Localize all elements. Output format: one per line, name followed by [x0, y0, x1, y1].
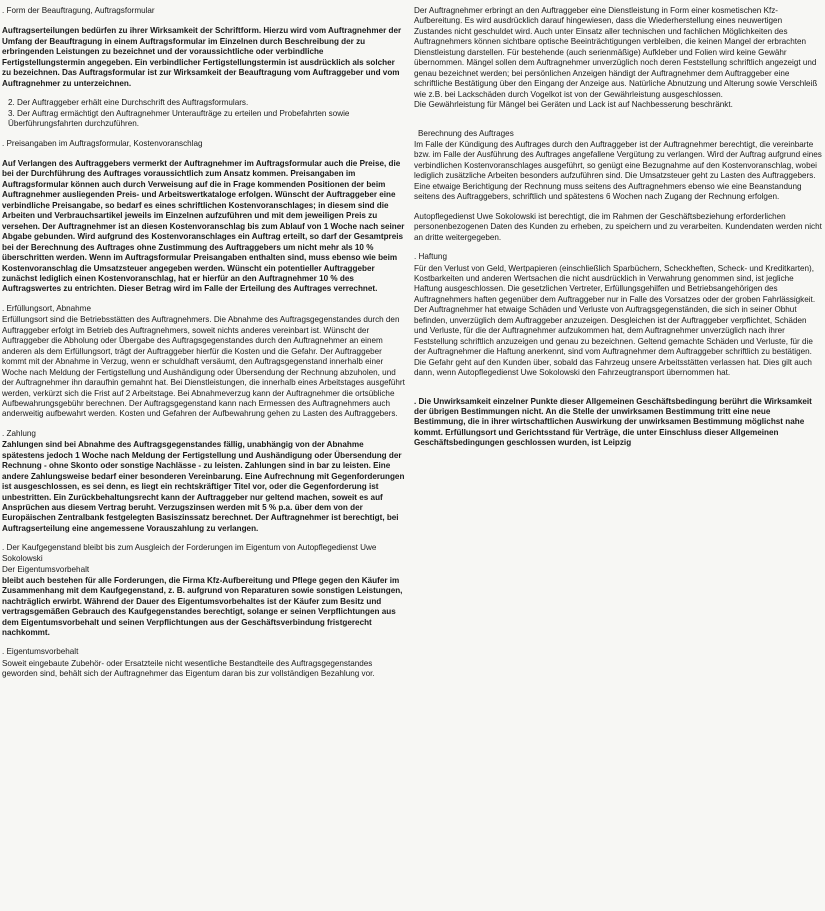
- section-heading-prices: . Preisangaben im Auftragsformular, Kostenvoranschlag: [2, 138, 203, 148]
- section-subheading-ownership: Der Eigentumsvorbehalt: [2, 565, 90, 575]
- section-ownership: [2, 543, 406, 638]
- section-heading-invoice: Berechnung des Auftrages: [418, 128, 514, 138]
- section-data-protection: [414, 212, 822, 243]
- form-list: [2, 98, 406, 129]
- section-prices: [2, 139, 406, 295]
- section-text-data-protection: Autopflegedienst Uwe Sokolowski ist berechtigt, die im Rahmen der Geschäftsbeziehung erforderlichen personenbezogenen Daten des Kunden zu erheben, zu speichern und zu verarbeiten. Kundendaten werden nicht an dritte weitergegeben.: [414, 211, 822, 242]
- section-severability: [414, 397, 822, 449]
- form-list-item-3: 3. Der Auftrag ermächtigt den Auftragnehmer Unteraufträge zu erteilen und Probefahrten sowie Überführungsfahrten durchzuführen.: [8, 108, 350, 129]
- section-invoice: [414, 129, 822, 203]
- section-text-ownership: bleibt auch bestehen für alle Forderungen, die Firma Kfz-Aufbereitung und Pflege gegen den Käufer im Zusammenhang mit dem Kaufgegenstand, z. B. aufgrund von Reparaturen sowie sonstigen Leistungen, nachträglich erwirbt. Während der Dauer des Eigentumsvorbehaltes ist der Käufer zum Besitz und vertragsgemäßen Gebrauch des Kaufgegenstandes berechtigt, solange er seinen Verpflichtungen aus dem Eigentumsvorbehalt und seinen Verpflichtungen aus der Geschäftsverbindung fristgerecht nachkommt.: [2, 575, 403, 638]
- section-text-warranty-last: Die Gewährleistung für Mängel bei Geräten und Lack ist auf Nachbesserung beschränkt.: [414, 100, 733, 110]
- section-heading-retention: . Eigentumsvorbehalt: [2, 647, 79, 657]
- section-warranty: [414, 6, 822, 111]
- form-list-item-2: 2. Der Auftraggeber erhält eine Durchschrift des Auftragsformulars.: [8, 98, 249, 108]
- section-heading-payment: . Zahlung: [2, 428, 36, 438]
- section-heading-place: . Erfüllungsort, Abnahme: [2, 303, 91, 313]
- section-text-warranty: Der Auftragnehmer erbringt an den Auftraggeber eine Dienstleistung in Form einer kosmetischen Kfz-Aufbereitung. Es wird ausdrücklich darauf hingewiesen, dass die Wiederherstellung eines neuwertigen Zustandes nicht geschuldet wird. Auch unter Einsatz aller technischen und fachlichen Möglichkeiten des Auftragnehmers können sichtbare optische Beeinträchtigungen verbleiben, die keinen Mangel der erbrachten Dienstleistung darstellen. Für bestehende (auch serienmäßige) Aufkleber und Folien wird keine Gewähr übernommen. Mängel sollen dem Auftragnehmer unverzüglich noch deren Feststellung schriftlich angezeigt und genau bezeichnet werden; bei persönlichen Anzeigen händigt der Auftragnehmer dem Auftraggeber eine schriftliche Bestätigung über den Eingang der Anzeige aus. Natürliche Abnutzung und Alterung sowie Verschleiß wie z.B. bei Lackschäden durch Vogelkot ist von der Gewährleistung ausgeschlossen.: [414, 6, 818, 99]
- section-text-form: Auftragserteilungen bedürfen zu ihrer Wirksamkeit der Schriftform. Hierzu wird vom Auftragnehmer der Umfang der Beauftragung in einem Auftragsformular im Einzelnen durch Beschreibung der zu erbringenden Leistungen zu bezeichnet und der voraussichtliche oder verbindliche Fertigstellungstermin angegeben. Ein verbindlicher Fertigstellungstermin ist ausdrücklich als solcher zu bezeichnen. Das Auftragsformular ist zur Wirksamkeit der Beauftragung vom Auftraggeber und vom Auftragnehmer zu unterzeichnen.: [2, 26, 402, 88]
- section-payment: [2, 429, 406, 535]
- section-heading-liability: . Haftung: [414, 252, 447, 262]
- right-column: [414, 6, 822, 458]
- section-text-place: Erfüllungsort sind die Betriebsstätten des Auftragnehmers. Die Abnahme des Auftragsgegenstandes durch den Auftraggeber erfolgt im Betrieb des Auftragnehmers, soweit nichts anderes vereinbart ist. Wünscht der Auftraggeber die Abholung oder Übergabe des Auftragsgegenstandes durch den Auftragnehmer an einem anderen als dem Erfüllungsort, trägt der Auftraggeber hierfür die Kosten und die Gefahr. Der Auftraggeber kommt mit der Abnahme in Verzug, wenn er schuldhaft versäumt, den Auftragsgegenstand innerhalb einer Woche nach Meldung der Fertigstellung und Aushändigung oder Übersendung der Rechnung abzuholen, und der Auftragnehmer ihn daraufhin gemahnt hat. Bei Dienstleistungen, die innerhalb eines Arbeitstages ausgeführt werden, verkürzt sich die Frist auf 2 Arbeitstage. Bei Abnahmeverzug kann der Auftragnehmer die ortsübliche Aufbewahrungsgebühr berechnen. Der Auftragsgegenstand kann nach Ermessen des Auftragnehmers auch anderweitig aufbewahrt werden. Kosten und Gefahren der Aufbewahrung gehen zu Lasten des Auftraggebers.: [2, 315, 405, 419]
- section-text-liability: Für den Verlust von Geld, Wertpapieren (einschließlich Sparbüchern, Scheckheften, Scheck- und Kreditkarten), Kostbarkeiten und anderen Wertsachen die nicht ausdrücklich in Verwahrung genommen sind, ist jegliche Haftung ausgeschlossen. Die gesetzlichen Vertreter, Erfüllungsgehilfen und Betriebsangehörigen des Auftragnehmers haften gegenüber dem Auftraggeber nur in Falle des Vorsatzes oder der groben Fahrlässigkeit. Der Auftragnehmer hat etwaige Schäden und Verluste von Auftragsgegenständen, die sich in seiner Obhut befinden, unverzüglich dem Auftraggeber anzuzeigen. Desgleichen ist der Auftraggeber verpflichtet, Schäden und Verluste, für die der Auftragnehmer aufzukommen hat, dem Auftragnehmer unverzüglich nach ihrer Feststellung schriftlich anzuzeigen und genau zu bezeichnen. Geltend gemachte Schäden und Verluste, für die der Auftragnehmer die Haftung anerkennt, sind vom Auftragnehmer dem Auftraggeber schriftlich zu bestätigen. Die Gefahr geht auf den Kunden über, sobald das Fahrzeug unsere Arbeitsstätten verlassen hat. Dies gilt auch dann, wenn Autopflegedienst Uwe Sokolowski den Fahrzeugtransport übernommen hat.: [414, 263, 816, 378]
- section-liability: [414, 252, 822, 378]
- section-text-severability: . Die Unwirksamkeit einzelner Punkte dieser Allgemeinen Geschäftsbedingung berührt die Wirksamkeit der übrigen Bestimmungen nicht. An die Stelle der unwirksamen Bestimmung tritt eine neue Bestimmung, die in ihrer wirtschaftlichen Auswirkung der unwirksamen Bestimmung möglichst nahe kommt. Erfüllungsort und Gerichtsstand für Verträge, die unter Einschluss dieser Allgemeinen Geschäftsbedingungen geschlossen wurden, ist Leipzig: [414, 396, 812, 448]
- section-retention: [2, 647, 406, 679]
- section-text-payment: Zahlungen sind bei Abnahme des Auftragsgegenstandes fällig, unabhängig von der Abnahme spätestens jedoch 1 Woche nach Meldung der Fertigstellung und Aushändigung oder Übersendung der Rechnung - ohne Skonto oder sonstige Nachlässe - zu leisten. Zahlungen sind in bar zu leisten. Eine andere Zahlungsweise bedarf einer besonderen Vereinbarung. Eine Aufrechnung mit Gegenforderungen ist ausgeschlossen, es sei denn, es liegt ein rechtskräftiger Titel vor, oder die Gegenforderung ist unbestritten. Ein Zurückbehaltungsrecht kann der Auftraggeber nur geltend machen, soweit es auf Ansprüchen aus diesem Vertrag beruht. Verzugszinsen werden mit 5 % p.a. über dem von der Europäischen Zentralbank festgelegten Basiszinssatz berechnet. Der Auftragnehmer ist berechtigt, bei Auftragserteilung eine angemessene Vorauszahlung zu verlangen.: [2, 440, 405, 533]
- section-place: [2, 304, 406, 420]
- section-text-retention: Soweit eingebaute Zubehör- oder Ersatzteile nicht wesentliche Bestandteile des Auftragsgegenstandes geworden sind, behält sich der Auftragnehmer das Eigentum daran bis zur vollständigen Bezahlung vor.: [2, 658, 375, 679]
- left-column: [2, 6, 406, 689]
- section-heading-form: . Form der Beauftragung, Auftragsformular: [2, 6, 155, 15]
- section-heading-ownership: . Der Kaufgegenstand bleibt bis zum Ausgleich der Forderungen im Eigentum von Autopflegedienst Uwe Sokolowski: [2, 543, 377, 563]
- section-form: [2, 6, 406, 130]
- section-text-prices: Auf Verlangen des Auftraggebers vermerkt der Auftragnehmer im Auftragsformular auch die Preise, die bei der Durchführung des Auftrages voraussichtlich zum Ansatz kommen. Preisangaben im Auftragsformular können auch durch Verweisung auf die in Frage kommenden Positionen der beim Auftragnehmer ausliegenden Preis- und Arbeitswertkataloge erfolgen. Wünscht der Auftraggeber eine verbindliche Preisangabe, so bedarf es eines schriftlichen Kostenvoranschlages; in diesem sind die Arbeiten und Verbrauchsartikel jeweils im Einzelnen aufzuführen und mit dem jeweiligen Preis zu versehen. Der Auftragnehmer ist an diesen Kostenvoranschlag bis zum Ablauf von 1 Woche nach seiner Abgabe gebunden. Wird aufgrund des Kostenvoranschlages ein Auftrag erteilt, so darf der Gesamtpreis bei der Berechnung des Auftrages ohne Zustimmung des Auftraggebers um nicht mehr als 10 % überschritten werden. Wenn im Auftragsformular Preisangaben enthalten sind, muss ebenso wie beim Kostenvoranschlag die Umsatzsteuer angegeben werden. Wünscht ein potentieller Auftraggeber zunächst lediglich einen Kostenvoranschlag, hat er hierfür an den Auftragnehmer 10 % des Auftragswertes zu entrichten. Dieser Betrag wird im Falle der Erteilung des Auftrages verrechnet.: [2, 158, 405, 294]
- section-text-invoice: Im Falle der Kündigung des Auftrages durch den Auftraggeber ist der Auftragnehmer berechtigt, die vereinbarte bzw. im Falle der Ausführung des Auftrages angefallene Vergütung zu verlangen. Wird der Auftrag aufgrund eines verbindlichen Kostenvoranschlages ausgeführt, so genügt eine Bezugnahme auf den Kostenvoranschlag, wobei lediglich zusätzliche Arbeiten besonders aufzuführen sind. Die Umsatzsteuer geht zu Lasten des Auftraggebers. Eine etwaige Berichtigung der Rechnung muss seitens des Auftragnehmers ebenso wie eine Beanstandung seitens des Auftraggebers, schriftlich und spätestens 6 Wochen nach Zugang der Rechnung erfolgen.: [414, 139, 822, 202]
